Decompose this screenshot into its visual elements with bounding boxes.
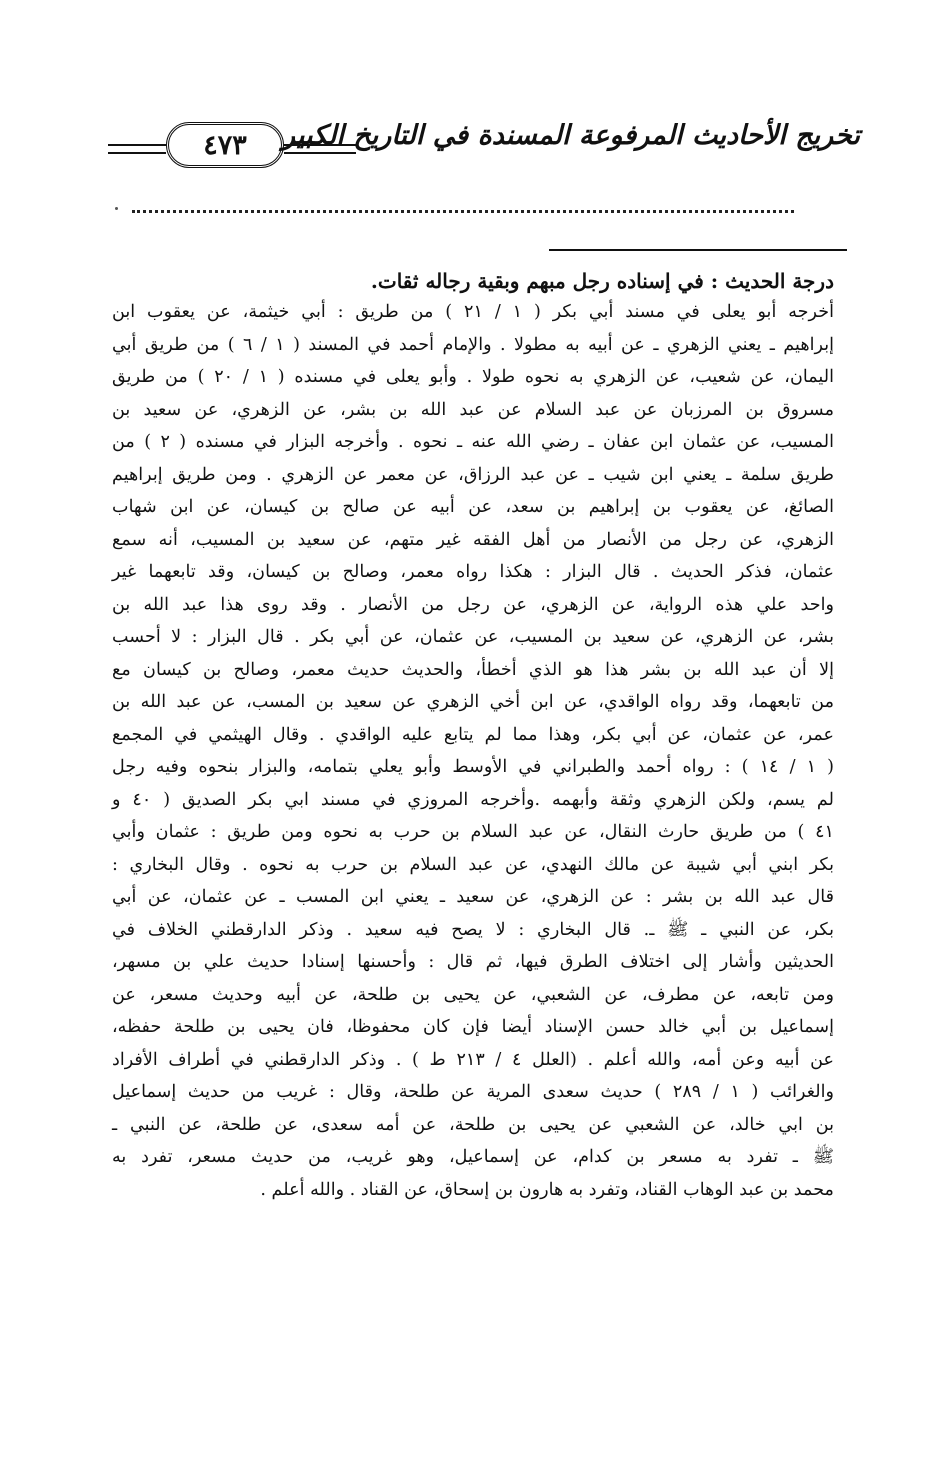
text-line: إبراهيم ـ يعني الزهري ـ عن أبيه به مطولا . والإمام أحمد في المسند ( ١ / ٦ ) من طريق أبي [112, 334, 834, 355]
text-line: بكر ابني أبي شيبة عن مالك النهدي، عن عبد السلام بن حرب به نحوه . وقال البخاري : [112, 854, 834, 875]
text-line: من تابعهما، وقد رواه الواقدي، عن ابن أخي الزهري عن سعيد بن المسب، عن عبد الله بن [112, 692, 834, 712]
text-line: محمد بن عبد الوهاب القناد، وتفرد به هارون بن إسحاق، عن القناد . والله أعلم . [260, 1179, 834, 1200]
hadith-grade-heading: درجة الحديث : في إسناده رجل مبهم وبقية رجاله ثقات. [370, 269, 834, 293]
text-line: واحد علي هذه الرواية، عن الزهري، عن رجل من الأنصار . وقد روى هذا عبد الله بن [112, 594, 834, 615]
text-line: بكر، عن النبي ـ ﷺ ـ. قال البخاري : لا يصح فيه سعيد . وذكر الدارقطني الخلاف في [112, 919, 834, 940]
text-line: ( ١ / ١٤ ) : رواه أحمد والطبراني في الأوسط وأبو يعلي بتمامه، والبزار بنحوه وفيه رجل [112, 757, 834, 777]
text-line: اليمان، عن شعيب، عن الزهري به نحوه طولا . وأبو يعلى في مسنده ( ١ / ٢٠ ) من طريق [112, 367, 834, 387]
text-line: أخرجه أبو يعلى في مسند أبي بكر ( ١ / ٢١ ) من طريق : أبي خيثمة، عن يعقوب ابن [112, 302, 834, 322]
text-line: إسماعيل بن أبي خالد حسن الإسناد أيضا فإن كان محفوظا، فان يحيى بن طلحة حفظه، [112, 1017, 834, 1037]
text-line: بن ابي خالد، عن الشعبي عن يحيى بن طلحة، عن أمه سعدى، عن طلحة، عن النبي ـ [112, 1114, 834, 1135]
text-line: المسيب، عن عثمان ابن عفان ـ رضي الله عنه ـ نحوه . وأخرجه البزار في مسنده ( ٢ ) من [112, 432, 834, 452]
running-title: تخريج الأحاديث المرفوعة المسندة في التاريخ الكبير [282, 120, 860, 151]
page-header [0, 112, 944, 176]
dotted-separator [132, 210, 794, 213]
page-number-badge [166, 122, 284, 168]
text-line: بشر، عن الزهري، عن سعيد بن المسيب، عن عثمان، عن أبي بكر . قال البزار : لا أحسب [112, 627, 834, 647]
text-line: الصائغ، عن يعقوب بن إبراهيم بن سعد، عن أبيه عن صالح بن كيسان، عن ابن شهاب [112, 497, 834, 517]
text-line: مسروق بن المرزبان عن عبد السلام عن عبد الله بن بشر، عن الزهري، عن سعيد بن [112, 399, 834, 420]
text-line: لم يسم، ولكن الزهري وثقة وأبهمه .وأخرجه المروزي في مسند ابي بكر الصديق ( ٤٠ و [112, 789, 835, 810]
text-line: إلا أن عبد الله بن بشر هذا هو الذي أخطأ، والحديث حديث معمر، وصالح بن كيسان مع [112, 659, 834, 680]
page-number: ٤٧٣ [203, 129, 247, 161]
text-line: طريق سلمة ـ يعني ابن شيب ـ عن عبد الرزاق، عن معمر عن الزهري . ومن طريق إبراهيم [112, 464, 834, 485]
text-line: والغرائب ( ١ / ٢٨٩ ) حديث سعدى المرية عن طلحة، وقال : غريب من حديث إسماعيل [112, 1082, 834, 1102]
footnote-lines [112, 296, 834, 1206]
footnote-body [112, 266, 834, 1306]
footnote-rule [549, 249, 847, 251]
header-double-rule [284, 144, 356, 154]
text-line: الزهري، عن رجل من الأنصار من أهل الفقه غير متهم، عن سعيد بن المسيب، أنه سمع [112, 529, 834, 550]
text-line: عمر، عن عثمان، عن أبي بكر، وهذا مما لم يتابع عليه الواقدي . وقال الهيثمي في المجمع [112, 724, 834, 745]
header-left-rule [108, 144, 166, 154]
text-line: الحديثين وأشار إلى اختلاف الطرق فيها، ثم قال : وأحسنها إسنادا حديث علي بن مسهر، [112, 952, 834, 972]
text-line: عثمان، فذكر الحديث . قال البزار : هكذا رواه معمر، وصالح بن كيسان، وقد تابعهما غير [112, 562, 834, 582]
text-line: ٤١ ) من طريق حارث النقال، عن عبد السلام بن حرب به نحوه ومن طريق : عثمان وأبي [112, 822, 834, 842]
text-line: عن أبيه وعن أمه، والله أعلم . (العلل ٤ / ٢١٣ ط ) . وذكر الدارقطني في أطراف الأفراد [112, 1049, 834, 1070]
stray-dot [115, 207, 118, 210]
text-line: ومن تابعه، عن مطرف، عن الشعبي، عن يحيى بن طلحة، عن أبيه وحديث مسعر، عن [112, 984, 834, 1005]
text-line: قال عبد الله بن بشر : عن الزهري، عن سعيد ـ يعني ابن المسب ـ عن عثمان، عن أبي [112, 887, 834, 907]
text-line: ﷺ ـ تفرد به مسعر بن كدام، عن إسماعيل، وهو غريب، من حديث مسعر، تفرد به [112, 1147, 834, 1167]
